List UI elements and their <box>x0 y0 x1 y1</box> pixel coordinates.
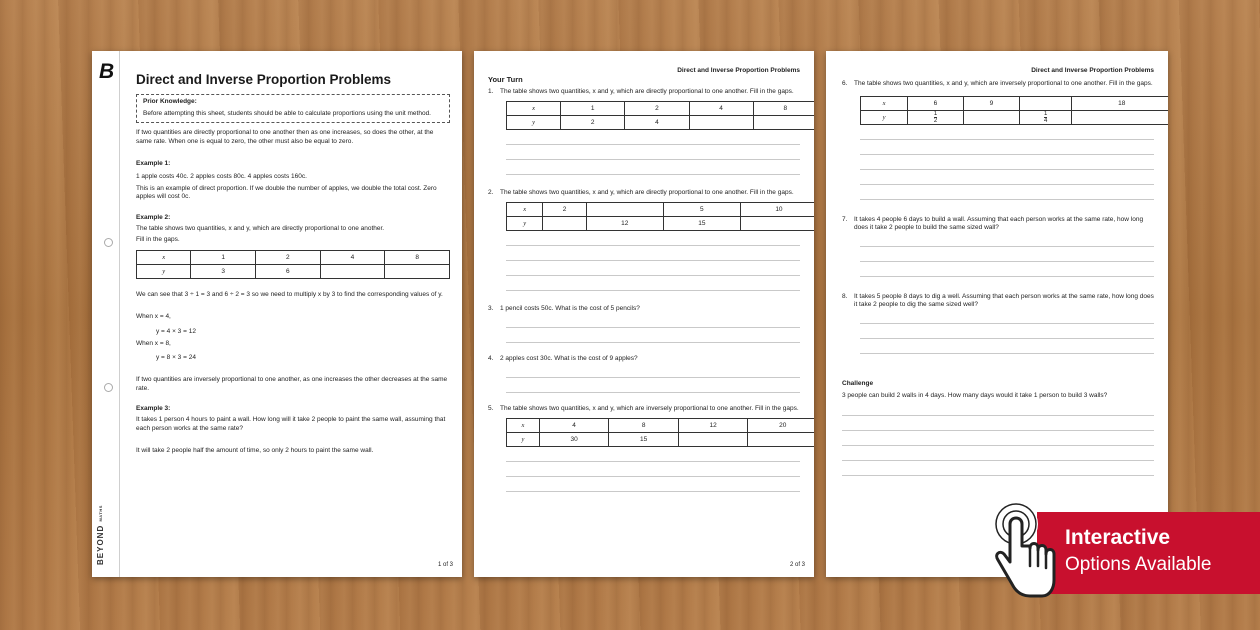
table-cell: 3 <box>191 264 256 278</box>
answer-blank[interactable] <box>1019 97 1072 111</box>
calculation-1: y = 4 × 3 = 12 <box>156 327 196 335</box>
page-title: Direct and Inverse Proportion Problems <box>136 72 392 87</box>
punch-hole <box>104 238 113 247</box>
page-number: 1 of 3 <box>437 562 453 568</box>
example-2-table <box>136 250 450 279</box>
example-3-answer: It will take 2 people half the amount of time, so only 2 hours to paint the same wall. <box>136 447 374 454</box>
challenge-heading: Challenge <box>842 380 874 387</box>
answer-lines[interactable] <box>860 232 1154 277</box>
answer-lines[interactable] <box>506 363 800 393</box>
question-3: 3. 1 pencil costs 50c. What is the cost of 5 pencils? <box>488 305 640 312</box>
example-2-heading: Example 2: <box>136 213 171 221</box>
banner-line-1: Interactive <box>1065 526 1171 549</box>
banner-line-2: Options Available <box>1065 554 1212 575</box>
table-y-label: y <box>137 264 191 278</box>
example-2-explanation: We can see that 3 ÷ 1 = 3 and 6 ÷ 2 = 3 so we need to multiply x by 3 to find the corresponding values of y. <box>136 290 443 298</box>
example-1-line-2: This is an example of direct proportion. If we double the number of apples, we double the total cost. Zero apples will cost 0c. <box>136 184 437 200</box>
prior-knowledge-text: Before attempting this sheet, students should be able to calculate proportions using the unit method. <box>143 109 431 117</box>
answer-blank[interactable] <box>753 116 814 130</box>
page-header: Direct and Inverse Proportion Problems <box>677 67 800 74</box>
table-cell: 8 <box>385 250 450 264</box>
answer-blank[interactable] <box>748 433 814 447</box>
worksheet-page-1 <box>92 51 462 577</box>
page-2-content <box>488 75 800 492</box>
answer-lines[interactable] <box>506 313 800 343</box>
question-5-table: x 4 8 12 20 y 30 15 <box>506 418 814 447</box>
answer-blank[interactable] <box>963 111 1019 125</box>
question-1: 1. The table shows two quantities, x and y, which are directly proportional to one another. Fill in the gaps. <box>488 88 794 95</box>
prior-knowledge-box <box>136 94 450 123</box>
inverse-proportion-intro: If two quantities are inversely proportional to one another, as one increases the other decreases at the same rate. <box>136 376 448 392</box>
question-1-table: x 1 2 4 8 y 2 4 <box>506 101 814 130</box>
page-header: Direct and Inverse Proportion Problems <box>1031 67 1154 74</box>
answer-blank[interactable] <box>1072 111 1168 125</box>
question-8: 8. It takes 5 people 8 days to dig a well. Assuming that each person works at the same rate, how long does it take 2 people to dig the same sized well? <box>842 293 1154 308</box>
answer-lines[interactable] <box>842 401 1154 476</box>
worksheet-page-3 <box>826 51 1171 577</box>
table-cell: 2 <box>256 250 321 264</box>
answer-blank[interactable] <box>740 217 814 231</box>
punch-hole <box>104 383 113 392</box>
challenge-question: 3 people can build 2 walls in 4 days. How many days would it take 1 person to build 3 walls? <box>842 392 1108 399</box>
example-3-question: It takes 1 person 4 hours to paint a wall. How long will it take 2 people to paint the same wall, assuming that each person works at the same rate? <box>136 416 446 432</box>
example-1-heading: Example 1: <box>136 160 171 167</box>
answer-blank[interactable] <box>678 433 748 447</box>
question-6-table: x 6 9 18 y $\frac{1}{2}$ $\frac{1}{4}$ <box>860 96 1168 125</box>
question-2: 2. The table shows two quantities, x and y, which are directly proportional to one another. Fill in the gaps. <box>488 189 794 196</box>
fraction-cell: $\frac{1}{2}$ <box>908 111 964 125</box>
calculation-2: y = 8 × 3 = 24 <box>156 354 196 361</box>
answer-lines[interactable] <box>506 130 800 175</box>
page-3-content <box>842 80 1154 476</box>
question-4: 4. 2 apples cost 30c. What is the cost of 9 apples? <box>488 355 638 362</box>
touch-hand-icon <box>990 502 1060 602</box>
page-spine <box>92 51 120 577</box>
when-x-8: When x = 8, <box>136 339 171 347</box>
example-3-heading: Example 3: <box>136 405 171 412</box>
answer-blank[interactable] <box>586 203 663 217</box>
brand-wordmark: BEYOND MATHS <box>96 505 105 565</box>
example-2-line-2: Fill in the gaps. <box>136 236 180 243</box>
answer-lines[interactable] <box>860 309 1154 354</box>
answer-lines[interactable] <box>506 231 800 291</box>
answer-blank[interactable] <box>689 116 753 130</box>
prior-knowledge-heading: Prior Knowledge: <box>143 98 197 105</box>
answer-blank[interactable] <box>543 217 586 231</box>
beyond-logo: B <box>99 60 115 83</box>
answer-lines[interactable] <box>506 447 800 492</box>
question-6: 6. The table shows two quantities, x and y, which are inversely proportional to one another. Fill in the gaps. <box>842 80 1153 87</box>
when-x-4: When x = 4, <box>136 313 171 320</box>
table-cell: 4 <box>320 250 385 264</box>
page-number: 2 of 3 <box>789 562 805 568</box>
example-1-line-1: 1 apple costs 40c. 2 apples costs 80c. 4 apples costs 160c. <box>136 173 307 180</box>
question-5: 5. The table shows two quantities, x and y, which are inversely proportional to one another. Fill in the gaps. <box>488 405 799 412</box>
table-cell: 6 <box>256 264 321 278</box>
interactive-options-banner[interactable] <box>1037 512 1260 594</box>
question-7: 7. It takes 4 people 6 days to build a wall. Assuming that each person works at the same rate, how long does it take 2 people to build the same sized wall? <box>842 216 1144 231</box>
page-1-content <box>136 51 450 456</box>
table-cell <box>385 264 450 278</box>
worksheet-page-2 <box>474 51 814 577</box>
fraction-cell: $\frac{1}{4}$ <box>1019 111 1072 125</box>
your-turn-heading: Your Turn <box>488 75 523 84</box>
question-2-table: x 2 5 10 y 12 15 <box>506 202 814 231</box>
example-2-line-1: The table shows two quantities, x and y, which are directly proportional to one another. <box>136 224 385 232</box>
table-cell <box>320 264 385 278</box>
table-cell: 1 <box>191 250 256 264</box>
answer-lines[interactable] <box>860 125 1154 200</box>
direct-proportion-intro: If two quantities are directly proportional to one another then as one increases, so does the other, at the same rate. When one is equal to zero, the other must also be equal to zero. <box>136 129 434 145</box>
table-x-label: x <box>137 250 191 264</box>
